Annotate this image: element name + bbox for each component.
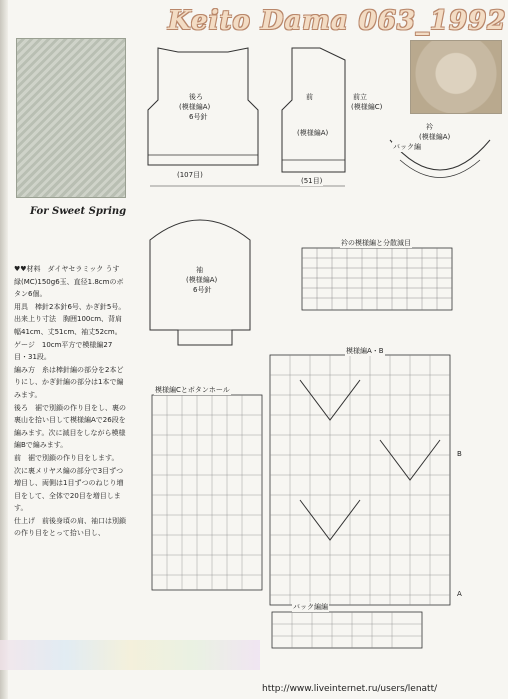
chart-title-collar: 衿の模様編と分散減目 bbox=[341, 239, 411, 247]
page-title: Keito Dama 063_1992 bbox=[168, 6, 507, 36]
label-neck-band: 衿 bbox=[426, 123, 433, 131]
label-back-needle: 6号針 bbox=[189, 113, 208, 121]
text-materials: ♥♥材料 ダイヤセラミック うす緑(MC)150g6玉、直径1.8cmのボタン6個。 bbox=[14, 265, 124, 299]
label-width-back: (107目) bbox=[177, 171, 203, 179]
chart-title-back: バック編編 bbox=[293, 603, 328, 611]
text-tools: 用具 棒針2本針6号、かぎ針5号。 bbox=[14, 302, 126, 311]
label-neck-pattern: (模様編A) bbox=[419, 133, 451, 141]
text-front: 前 裾で別鎖の作り目をします。 bbox=[14, 453, 119, 462]
chart-label-a: A bbox=[457, 590, 462, 598]
label-front: 前 bbox=[306, 93, 313, 101]
label-back-pattern: (模様編A) bbox=[179, 103, 211, 111]
label-width-front: (51目) bbox=[301, 177, 323, 185]
label-sleeve-pattern: (模様編A) bbox=[186, 276, 218, 284]
collar-chart-grid bbox=[302, 248, 452, 310]
footer-url[interactable]: http://www.liveinternet.ru/users/lenatt/ bbox=[262, 684, 438, 694]
pattern-c-chart-grid bbox=[152, 395, 262, 590]
label-back-neck: バック編 bbox=[393, 143, 421, 151]
chart-label-b: B bbox=[457, 450, 462, 458]
label-sleeve: 袖 bbox=[196, 266, 203, 274]
label-front-band: 前立 bbox=[353, 93, 367, 101]
text-finish: 仕上げ 前後身頃の肩、袖口は別鎖の作り目をとって拾い目し、 bbox=[14, 516, 126, 538]
text-increase: 次に裏メリヤス編の部分で3目ずつ増目し、両側は1目ずつのねじり増目をして、全体で20目を増目します。 bbox=[14, 466, 124, 513]
page-scan-artifact bbox=[0, 640, 260, 670]
pattern-ab-chart-grid bbox=[270, 355, 450, 605]
front-piece-outline bbox=[282, 48, 345, 172]
photo-caption: For Sweet Spring bbox=[30, 206, 127, 217]
label-front-pattern: (模様編A) bbox=[297, 129, 329, 137]
text-back: 後ろ 裾で別鎖の作り目をし、裏の裏山を拾い目して模様編Aで26段を編みます。次に減目をしながら模様編Bで編みます。 bbox=[14, 403, 126, 450]
text-method: 編み方 糸は棒針編の部分を2本どりにし、かぎ針編の部分は1本で編みます。 bbox=[14, 365, 124, 399]
label-back: 後ろ bbox=[189, 93, 203, 101]
label-band-pattern: (模様編C) bbox=[351, 103, 383, 111]
chart-title-c: 模様編Cとボタンホール bbox=[155, 386, 230, 394]
label-sleeve-needle: 6号針 bbox=[193, 286, 212, 294]
collar-inner-curve bbox=[400, 160, 480, 178]
text-gauge: ゲージ 10cm平方で模様編27目・31段。 bbox=[14, 340, 113, 362]
chart-title-ab: 模様編A・B bbox=[346, 347, 384, 355]
text-size: 出来上り寸法 胸囲100cm、背肩幅41cm、丈51cm、袖丈52cm。 bbox=[14, 315, 123, 336]
back-stitch-chart-grid bbox=[272, 612, 422, 648]
